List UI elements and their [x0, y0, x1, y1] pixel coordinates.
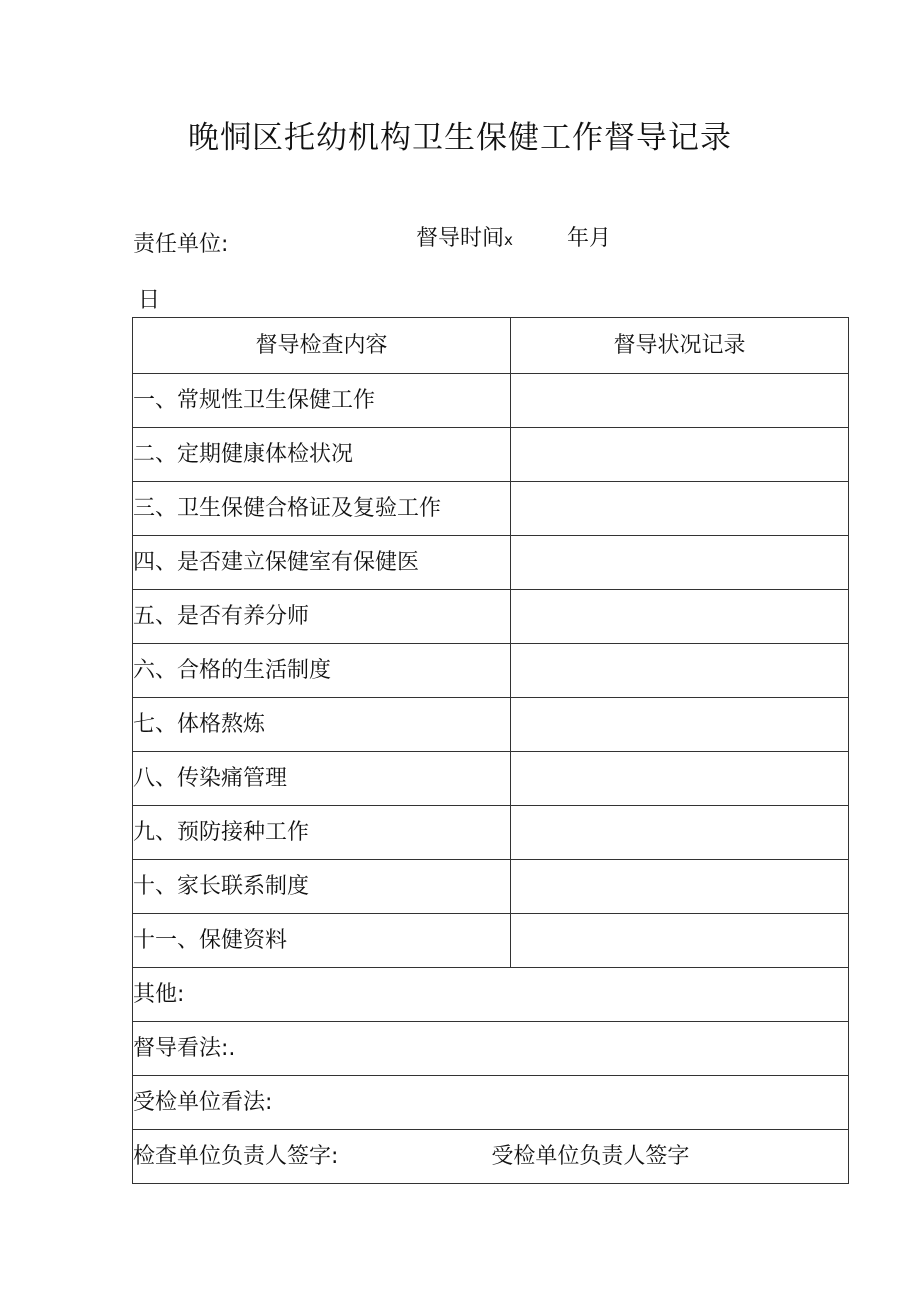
item-label: 九、预防接种工作: [133, 806, 511, 860]
supervision-time-label: [416, 224, 513, 255]
supervision-time-text: 督导时间: [416, 226, 505, 251]
table-row: [133, 482, 849, 536]
inspected-opinion-row: [133, 1076, 849, 1130]
item-label: 二、定期健康体检状况: [133, 428, 511, 482]
item-label: 十一、保健资料: [133, 914, 511, 968]
table-row: [133, 752, 849, 806]
item-label: 五、是否有养分师: [133, 590, 511, 644]
year-month-label: 年月: [567, 226, 612, 251]
record-cell[interactable]: [511, 482, 849, 536]
supervisor-opinion-label[interactable]: 督导看法:.: [133, 1022, 849, 1076]
other-label[interactable]: 其他:: [133, 968, 849, 1022]
inspected-unit-opinion-label[interactable]: 受检单位看法:: [133, 1076, 849, 1130]
header-status-record: 督导状况记录: [511, 318, 849, 374]
record-cell[interactable]: [511, 536, 849, 590]
table-row: [133, 428, 849, 482]
signature-row: [133, 1130, 849, 1184]
record-cell[interactable]: [511, 644, 849, 698]
table-row: [133, 806, 849, 860]
table-row: [133, 698, 849, 752]
table-row: [133, 590, 849, 644]
table-row: [133, 536, 849, 590]
table-row: [133, 374, 849, 428]
record-cell[interactable]: [511, 698, 849, 752]
day-label: 日: [138, 288, 161, 313]
header-inspection-content: 督导检查内容: [133, 318, 511, 374]
item-label: 一、常规性卫生保健工作: [133, 374, 511, 428]
item-label: 七、体格熬炼: [133, 698, 511, 752]
record-cell[interactable]: [511, 374, 849, 428]
record-cell[interactable]: [511, 914, 849, 968]
item-label: 十、家长联系制度: [133, 860, 511, 914]
record-cell[interactable]: [511, 860, 849, 914]
table-row: [133, 914, 849, 968]
supervision-time-suffix: x: [504, 231, 513, 249]
table-row: [133, 644, 849, 698]
item-label: 三、卫生保健合格证及复验工作: [133, 482, 511, 536]
responsible-unit-label: 责任单位:: [133, 232, 229, 257]
inspector-signature-label[interactable]: 检查单位负责人签字:: [133, 1143, 339, 1169]
inspected-signature-label[interactable]: 受检单位负责人签字: [491, 1143, 690, 1169]
supervisor-opinion-row: [133, 1022, 849, 1076]
item-label: 六、合格的生活制度: [133, 644, 511, 698]
document-title: 晚恫区托幼机构卫生保健工作督导记录: [188, 120, 732, 156]
table-row: [133, 860, 849, 914]
supervision-record-table: [132, 317, 849, 1184]
record-cell[interactable]: [511, 590, 849, 644]
signature-cell: [133, 1130, 849, 1184]
record-cell[interactable]: [511, 806, 849, 860]
other-row: [133, 968, 849, 1022]
record-cell[interactable]: [511, 752, 849, 806]
item-label: 四、是否建立保健室有保健医: [133, 536, 511, 590]
table-header-row: [133, 318, 849, 374]
item-label: 八、传染痛管理: [133, 752, 511, 806]
record-cell[interactable]: [511, 428, 849, 482]
